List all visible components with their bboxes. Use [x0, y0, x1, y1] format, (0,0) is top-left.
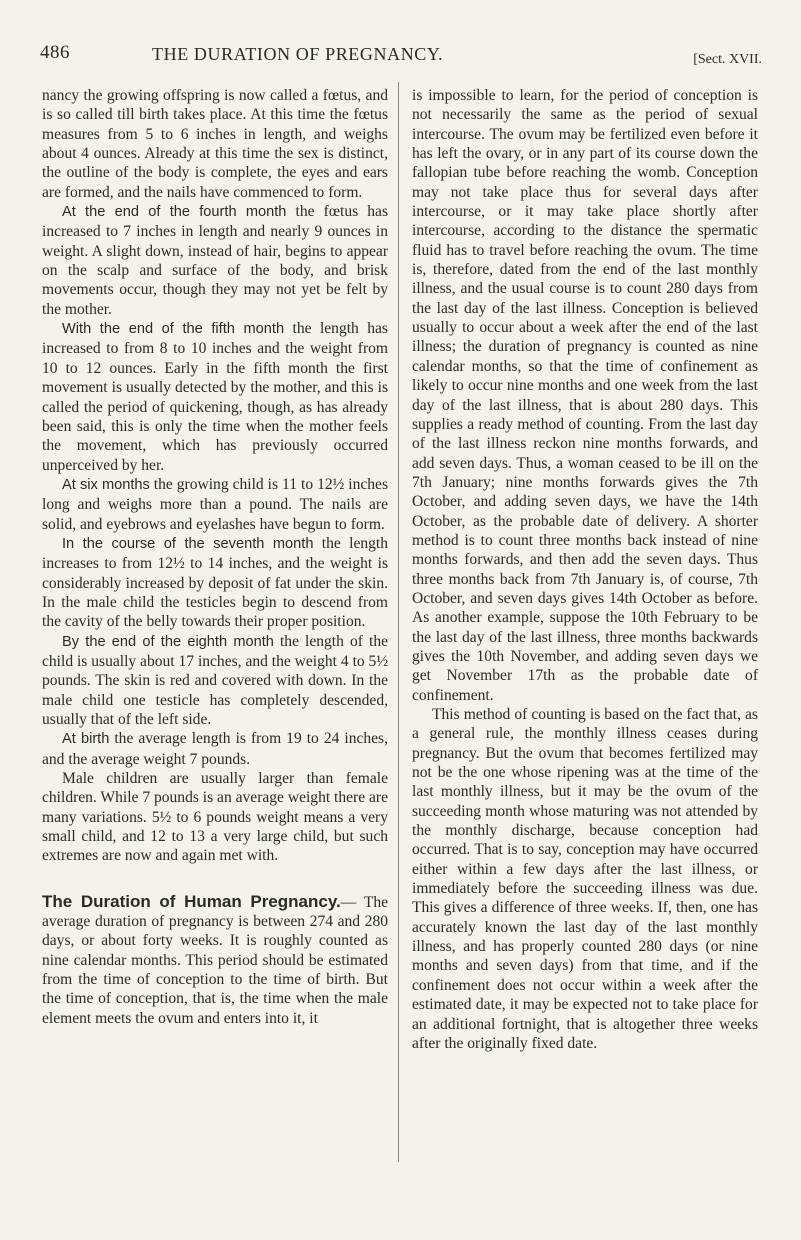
- paragraph: Male children are usually larger than female children. While 7 pounds is an average weight there are many variations. 5½ to 6 pounds weight means a very small child, and 12 to 13 a very large child, but such extremes are now and again met with.: [42, 770, 388, 865]
- paragraph: [42, 632, 388, 730]
- paragraph-lead: At the end of the fourth month: [62, 204, 287, 221]
- running-head: THE DURATION OF PREGNANCY.: [152, 44, 444, 64]
- paragraph-text: the average length is from 19 to 24 inches, and the average weight 7 pounds.: [42, 730, 388, 768]
- paragraph-text: the length increases to from 12½ to 14 inches, and the weight is considerably increased by deposit of fat under the skin. In the male child the testicles begin to descend from the cavity of the belly towards their proper position.: [42, 534, 388, 631]
- page-number: 486: [40, 42, 70, 63]
- paragraph: [42, 475, 388, 534]
- paragraph-lead: By the end of the eighth month: [62, 633, 274, 650]
- left-column: [42, 86, 388, 1028]
- paragraph-text: the growing child is 11 to 12½ inches long and weighs more than a pound. The nails are solid, and eyebrows and eyelashes have begun to form.: [42, 475, 388, 533]
- paragraph-text: the fœtus has increased to 7 inches in length and nearly 9 ounces in weight. A slight down, instead of hair, begins to appear on the scalp and surface of the body, and brisk movements occur, though they may not yet be felt by the mother.: [42, 203, 388, 318]
- paragraph-lead: At six months: [62, 476, 150, 493]
- paragraph: is impossible to learn, for the period of conception is not necessarily the same as the period of sexual intercourse. The ovum may be fertilized even before it has left the ovary, or in any part of its course down the fallopian tube before reaching the womb. Conception may not take place thus for several days after intercourse, or it may take place shortly after intercourse, according to the distance the spermatic fluid has to travel before reaching the ovum. The time is, therefore, dated from the end of the last monthly illness, and the usual course is to count 280 days from the last day of the last illness. Conception is believed usually to occur about a week after the end of the last illness; the duration of pregnancy is counted as nine calendar months, so that the time of confinement as likely to occur nine months and one week from the last day of the last illness, that is about 280 days. This supplies a ready method of counting. From the last day of the last illness reckon nine months forwards, and add seven days. Thus, a woman ceased to be ill on the 7th January; nine months forwards gives the 7th October, and adding seven days, we have the 14th October, as the probable date of delivery. A shorter method is to count three months back instead of nine months forwards, and then add the seven days. Thus three months back from 7th January is, of course, 7th October, and seven days gives 14th October as before. As another example, suppose the 10th February to be the last day of the last illness, three months backwards gives the 10th November, and adding seven days we get November 17th as the probable date of confinement.: [412, 87, 758, 704]
- column-divider: [398, 82, 399, 1162]
- paragraph: [42, 534, 388, 632]
- paragraph: nancy the growing offspring is now called a fœtus, and is so called till birth takes place. At this time the fœtus measures from 5 to 6 inches in length, and weighs about 4 ounces. Already at this time the sex is distinct, the outline of the body is complete, the eyes and ears are formed, and the nails have commenced to form.: [42, 87, 388, 201]
- paragraph-text: — The average duration of pregnancy is between 274 and 280 days, or about forty weeks. It is roughly counted as nine calendar months. This period should be estimated from the time of conception to the time of birth. But the time of conception, that is, the time when the male element meets the ovum and enters into it, it: [42, 893, 388, 1027]
- page-header: [40, 42, 762, 72]
- paragraph-lead: With the end of the fifth month: [62, 321, 285, 338]
- paragraph-text: the length has increased to from 8 to 10 inches and the weight from 10 to 12 ounces. Early in the fifth month the first movement is usually detected by the mother, and this is called the period of quickening, though, as has already been said, this is only the time when the mother feels the movement, which has previously occurred unperceived by her.: [42, 320, 388, 474]
- paragraph-text: the length of the child is usually about 17 inches, and the weight 4 to 5½ pounds. The skin is red and covered with down. In the male child one testicle has completely descended, usually that of the left side.: [42, 632, 388, 728]
- section-heading: The Duration of Human Pregnancy.: [42, 891, 341, 911]
- paragraph: This method of counting is based on the fact that, as a general rule, the monthly illness ceases during pregnancy. But the ovum that becomes fertilized may not be the one whose ripening was at the time of the last monthly illness, but it may be the ovum of the succeeding month whose maturing was not attended by the monthly discharge, because conception had occurred. That is to say, conception may have occurred either within a few days after the last illness, or immediately before the succeeding illness was due. This gives a difference of three weeks. If, then, one has accurately known the last day of the last monthly illness, and has properly counted 280 days (or nine months and seven days) from that time, and if the confinement does not occur within a week after the estimated date, it may be expected not to take place for an additional fortnight, that is altogether three weeks after the originally fixed date.: [412, 706, 758, 1052]
- paragraph: [42, 729, 388, 769]
- right-column: [412, 86, 758, 1053]
- section-reference: [Sect. XVII.: [693, 52, 762, 67]
- paragraph-lead: In the course of the seventh month: [62, 535, 314, 552]
- paragraph-lead: At birth: [62, 731, 110, 748]
- paragraph: [42, 319, 388, 475]
- paragraph: [42, 202, 388, 319]
- paragraph: [42, 892, 388, 1028]
